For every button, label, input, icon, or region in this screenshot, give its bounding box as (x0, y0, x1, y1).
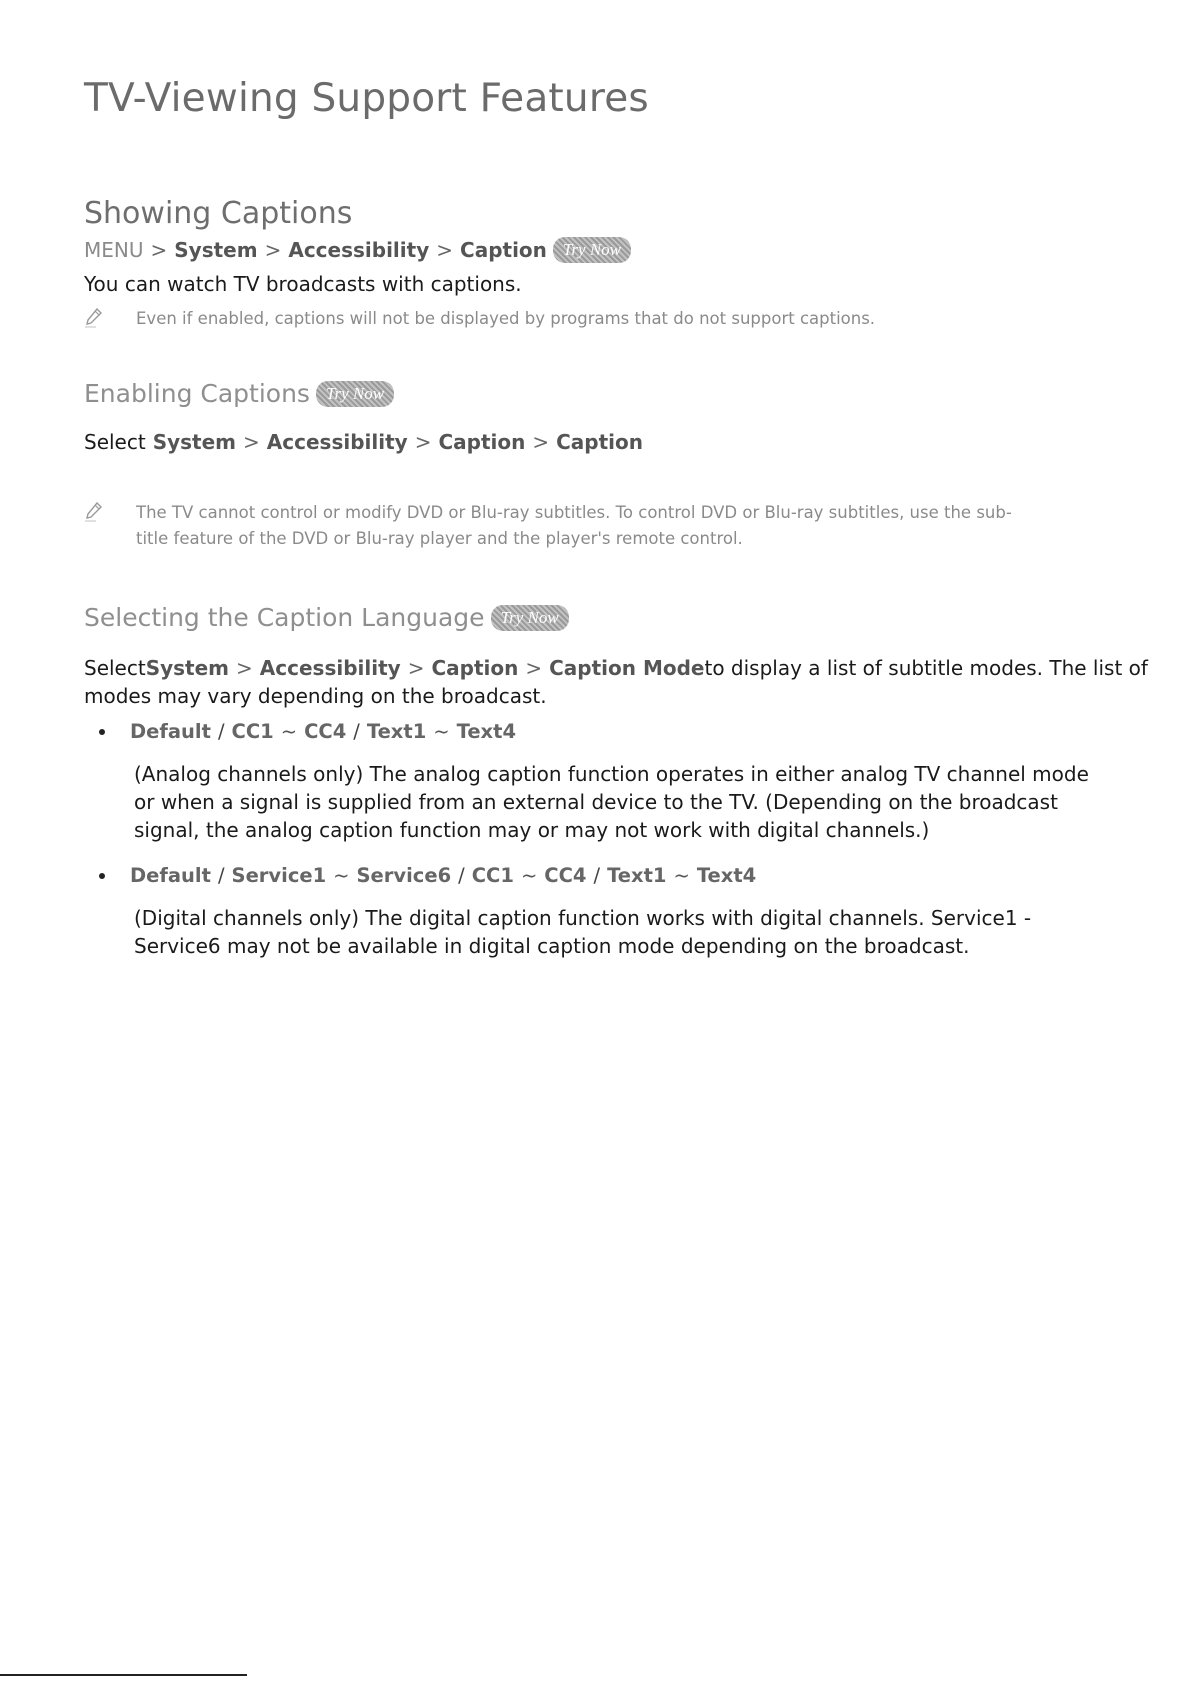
option-cc4: CC4 (304, 720, 347, 743)
note-text: Even if enabled, captions will not be displayed by programs that do not support captions. (136, 309, 876, 328)
pencil-note-icon (84, 306, 136, 336)
option-service6: Service6 (356, 864, 452, 887)
chevron-icon: > (407, 656, 425, 680)
path-system: System (152, 430, 237, 454)
option-text1: Text1 (366, 720, 427, 743)
caption-language-title (84, 603, 569, 632)
body-line: (Digital channels only) The digital caption function works with digital channels. Service1 - (134, 906, 1032, 930)
option-service1: Service1 (231, 864, 327, 887)
path-menu: MENU (84, 238, 144, 262)
page-title: TV-Viewing Support Features (84, 76, 649, 121)
chevron-icon: > (436, 238, 454, 262)
path-system: System (145, 656, 230, 680)
path-caption: Caption (460, 238, 547, 262)
list-item (99, 862, 1109, 960)
tilde-separator: ~ (333, 864, 350, 887)
body-line: signal, the analog caption function may or may not work with digital channels.) (134, 818, 930, 842)
desc-tail: to display a list of subtitle modes. The list of (704, 656, 1148, 680)
bullet-dot-icon (99, 729, 105, 735)
enabling-captions-label: Enabling Captions (84, 379, 310, 408)
path-system: System (174, 238, 258, 262)
path-accessibility: Accessibility (266, 430, 408, 454)
slash-separator: / (217, 720, 225, 743)
path-caption: Caption (438, 430, 526, 454)
option-text4: Text4 (456, 720, 517, 743)
chevron-icon: > (264, 238, 282, 262)
note-captions (84, 306, 1104, 336)
try-now-button[interactable]: Try Now (491, 605, 569, 631)
bullet-options (99, 862, 1109, 890)
menu-path (84, 237, 631, 263)
body-line: (Analog channels only) The analog caption function operates in either analog TV channel mode (134, 762, 1089, 786)
option-cc4: CC4 (544, 864, 587, 887)
chevron-icon: > (414, 430, 432, 454)
slash-separator: / (353, 720, 360, 743)
note-line: title feature of the DVD or Blu-ray player and the player's remote control. (136, 529, 743, 548)
chevron-icon: > (525, 656, 543, 680)
body-line: Service6 may not be available in digital caption mode depending on the broadcast. (134, 934, 970, 958)
option-text1: Text1 (607, 864, 667, 887)
select-word: Select (84, 656, 146, 680)
path-caption-sub: Caption (556, 430, 643, 454)
chevron-icon: > (243, 430, 260, 454)
pencil-note-icon (84, 500, 136, 552)
path-accessibility: Accessibility (259, 656, 401, 680)
note-line: The TV cannot control or modify DVD or Blu-ray subtitles. To control DVD or Blu-ray subtitles, use the sub- (136, 503, 1012, 522)
slash-separator: / (217, 864, 225, 887)
bullet-body (134, 904, 1109, 960)
option-default: Default (130, 720, 211, 743)
chevron-icon: > (532, 430, 550, 454)
bullet-options (99, 718, 1109, 746)
intro-text: You can watch TV broadcasts with captions. (84, 272, 522, 296)
option-text4: Text4 (696, 864, 757, 887)
tilde-separator: ~ (673, 864, 690, 887)
body-line: or when a signal is supplied from an external device to the TV. (Depending on the broadcast (134, 790, 1058, 814)
path-caption: Caption (431, 656, 519, 680)
path-accessibility: Accessibility (288, 238, 430, 262)
tilde-separator: ~ (433, 720, 450, 743)
footer-divider (0, 1674, 247, 1676)
caption-language-desc (84, 654, 1148, 710)
option-cc1: CC1 (471, 864, 514, 887)
tilde-separator: ~ (280, 720, 298, 743)
slash-separator: / (458, 864, 465, 887)
bullet-dot-icon (99, 873, 105, 879)
chevron-icon: > (150, 238, 168, 262)
try-now-button[interactable]: Try Now (553, 237, 631, 263)
path-caption-mode: Caption Mode (549, 656, 705, 680)
option-default: Default (130, 864, 211, 887)
option-cc1: CC1 (231, 720, 274, 743)
select-word: Select (84, 430, 146, 454)
list-item (99, 718, 1109, 844)
enabling-path (84, 430, 643, 454)
desc-line: modes may vary depending on the broadcast. (84, 684, 547, 708)
note-text (136, 500, 1104, 552)
chevron-icon: > (236, 656, 253, 680)
section-title: Showing Captions (84, 196, 353, 231)
caption-language-label: Selecting the Caption Language (84, 603, 485, 632)
try-now-button[interactable]: Try Now (316, 381, 394, 407)
tilde-separator: ~ (520, 864, 538, 887)
note-dvd (84, 500, 1104, 552)
bullet-body (134, 760, 1109, 844)
enabling-captions-title (84, 379, 394, 408)
slash-separator: / (593, 864, 601, 887)
